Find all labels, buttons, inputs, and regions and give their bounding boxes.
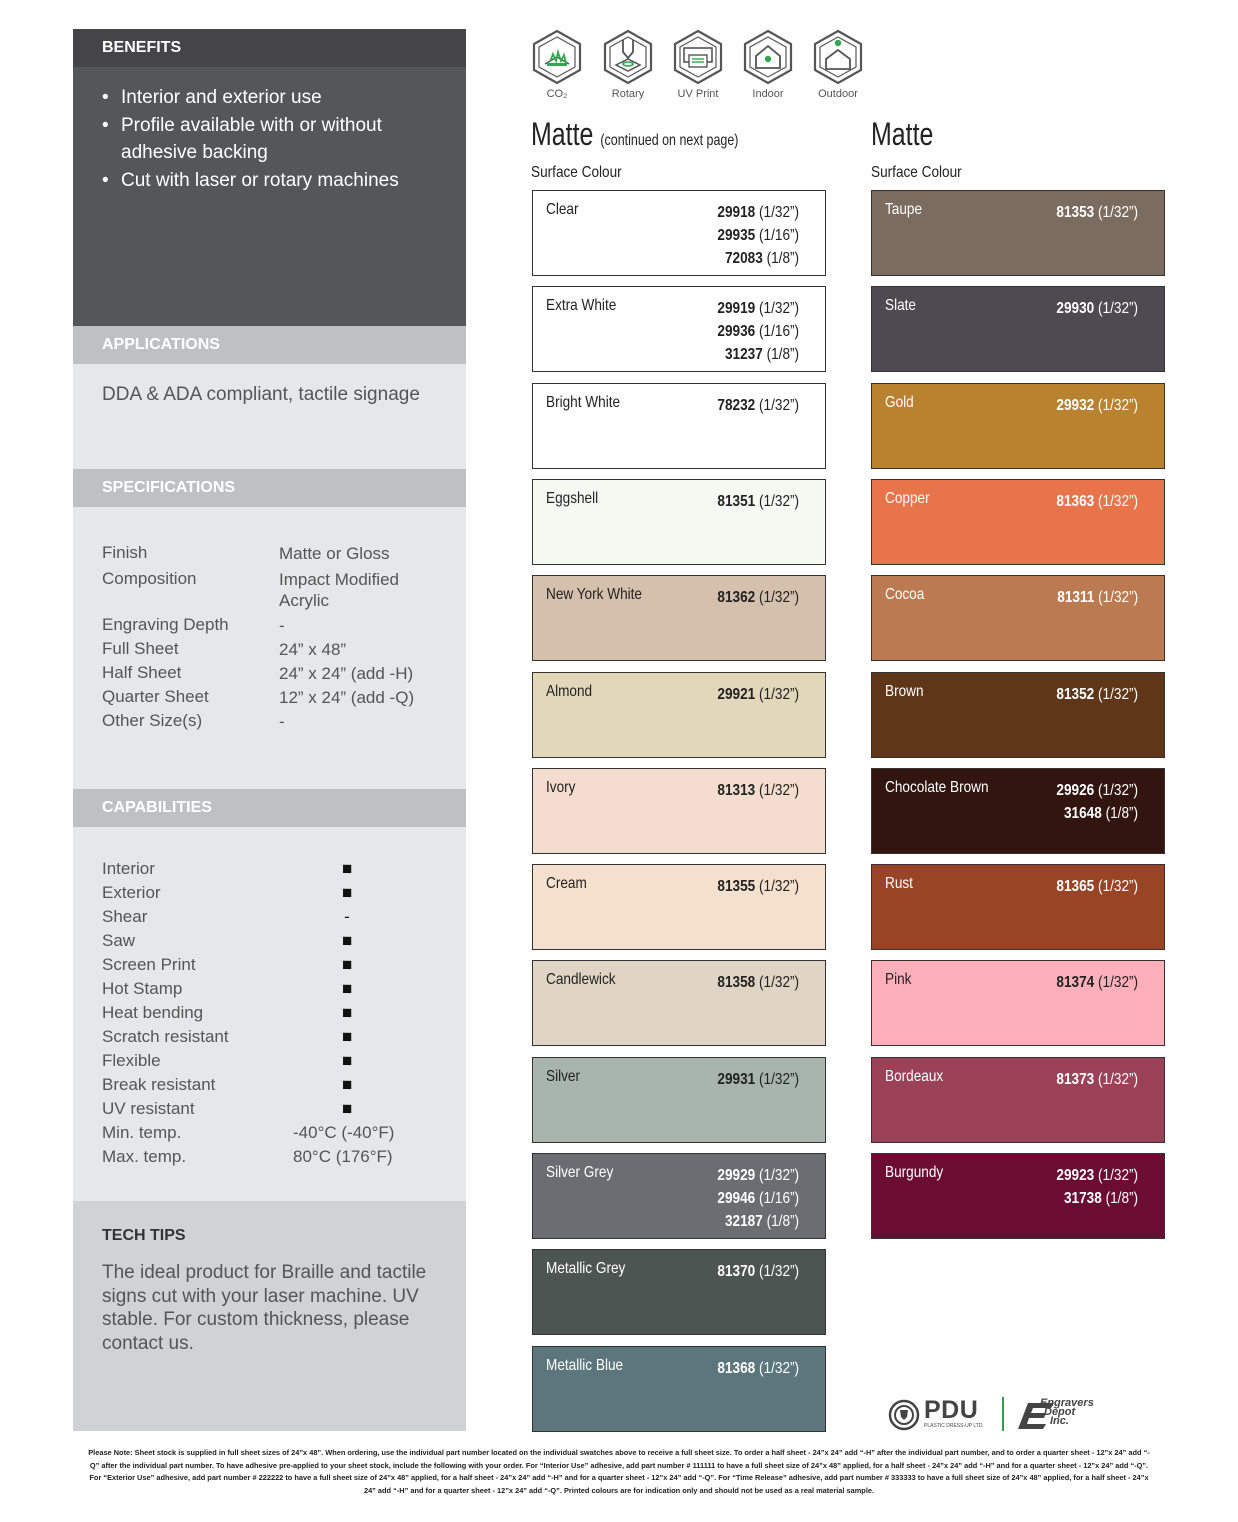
- spec-key: Finish: [102, 543, 148, 562]
- capability-key: Max. temp.: [102, 1147, 187, 1166]
- swatch-name: Silver Grey: [546, 1164, 614, 1181]
- icon-label: CO₂: [546, 88, 568, 100]
- capability-value: 80°C (176°F): [293, 1147, 393, 1166]
- part-number: [1056, 490, 1138, 513]
- tech-tips-text: The ideal product for Braille and tactile signs cut with your laser machine. UV stable. For custom thickness, please contact us.: [102, 1262, 427, 1354]
- swatch-name: Ivory: [546, 778, 576, 796]
- right-column-title: Matte: [871, 116, 934, 152]
- colour-swatch: [532, 1249, 826, 1335]
- part-number-thickness: (1/32”): [755, 589, 799, 607]
- colour-swatch: [532, 286, 826, 372]
- benefit-item: • Interior and exterior use: [102, 84, 452, 112]
- colour-swatch: [871, 1153, 1165, 1239]
- part-number: [717, 1210, 799, 1233]
- part-number-code: 31237: [724, 346, 763, 364]
- part-number-thickness: (1/8”): [1101, 1190, 1138, 1207]
- left-column-subtitle: Surface Colour: [531, 164, 622, 181]
- part-number-thickness: (1/32”): [1094, 781, 1138, 799]
- rotary-icon-graphic: [601, 28, 655, 86]
- swatch-name: Silver: [546, 1067, 581, 1085]
- part-number-code: 29923: [1056, 1167, 1095, 1184]
- part-number-thickness: (1/8”): [762, 1213, 799, 1230]
- swatch-name: Slate: [885, 297, 916, 315]
- part-number: [1056, 297, 1138, 320]
- capability-row: [102, 1027, 452, 1051]
- part-number-code: 81311: [1057, 589, 1095, 607]
- part-number: [1056, 201, 1138, 224]
- part-number: [1056, 971, 1138, 994]
- spec-value: Matte or Gloss: [279, 544, 390, 563]
- part-number: [717, 1164, 799, 1187]
- part-number-thickness: (1/32”): [1094, 589, 1138, 607]
- capability-key: Hot Stamp: [102, 979, 183, 998]
- part-number: [717, 343, 799, 366]
- part-number-code: 81374: [1056, 974, 1095, 992]
- swatch-part-numbers: [1042, 779, 1138, 825]
- part-number: [717, 297, 799, 320]
- spec-key: Full Sheet: [102, 639, 179, 658]
- part-number-code: 78232: [717, 396, 756, 414]
- part-number-thickness: (1/32”): [755, 878, 799, 896]
- capability-mark: -: [344, 907, 350, 926]
- part-number: [717, 320, 799, 343]
- part-number-thickness: (1/32”): [1094, 878, 1138, 896]
- capabilities-heading: CAPABILITIES: [73, 789, 466, 827]
- benefits-list: [102, 84, 452, 194]
- capability-mark: ■: [342, 955, 353, 974]
- part-number: [1056, 394, 1138, 417]
- part-number-code: 29929: [717, 1167, 756, 1184]
- colour-swatch: [871, 960, 1165, 1046]
- colour-swatch: [871, 1057, 1165, 1143]
- capability-row: [102, 1051, 452, 1075]
- capability-key: UV resistant: [102, 1099, 195, 1118]
- part-number-code: 29930: [1056, 300, 1095, 318]
- part-number-thickness: (1/32”): [1094, 974, 1138, 992]
- part-number: [717, 1357, 799, 1380]
- part-number-code: 81358: [717, 974, 756, 992]
- capability-row: [102, 1075, 452, 1099]
- spec-key: Half Sheet: [102, 663, 182, 682]
- capability-key: Interior: [102, 859, 155, 878]
- colour-swatch: [532, 768, 826, 854]
- swatch-name: Metallic Grey: [546, 1260, 626, 1278]
- swatch-name: Bright White: [546, 393, 621, 411]
- capability-row: [102, 859, 452, 883]
- swatch-part-numbers: [703, 971, 799, 994]
- capability-row: [102, 1147, 452, 1171]
- part-number: [717, 875, 799, 898]
- pdu-logo-subtext: PLASTIC DRESS-UP LTD.: [924, 1423, 984, 1429]
- swatch-part-numbers: [1042, 875, 1138, 898]
- part-number-code: 81370: [717, 1263, 756, 1281]
- capability-key: Screen Print: [102, 955, 196, 974]
- part-number-code: 81373: [1056, 1070, 1095, 1088]
- colour-swatch: [532, 575, 826, 661]
- tech-tips-section: [73, 1201, 466, 1431]
- capability-key: Exterior: [102, 883, 161, 902]
- applications-section: [73, 364, 466, 469]
- engravers-line: Engravers: [1040, 1397, 1094, 1409]
- swatch-part-numbers: [1042, 683, 1138, 706]
- outdoor-icon-graphic: [811, 28, 865, 86]
- colour-swatch: [532, 190, 826, 276]
- colour-swatch: [532, 383, 826, 469]
- colour-swatch: [871, 286, 1165, 372]
- part-number: [717, 1068, 799, 1091]
- part-number-thickness: (1/32”): [755, 1263, 799, 1281]
- part-number-code: 29919: [717, 300, 756, 318]
- benefit-item: • Cut with laser or rotary machines: [102, 167, 452, 195]
- engravers-depot-logo-text: [1040, 1399, 1094, 1426]
- part-number-thickness: (1/32”): [755, 1070, 799, 1088]
- part-number: [717, 1260, 799, 1283]
- part-number-thickness: (1/32”): [755, 974, 799, 992]
- part-number-code: 29931: [717, 1070, 756, 1088]
- capability-key: Flexible: [102, 1051, 161, 1070]
- part-number-thickness: (1/16”): [755, 323, 799, 341]
- left-column-title-text: Matte: [531, 116, 594, 152]
- capability-row: [102, 907, 452, 931]
- icon-label: Indoor: [752, 88, 784, 100]
- capability-value: -40°C (-40°F): [293, 1123, 395, 1142]
- swatch-name: Candlewick: [546, 971, 616, 989]
- spec-value: 12” x 24” (add -Q): [279, 688, 415, 707]
- part-number-code: 29926: [1056, 781, 1095, 799]
- swatch-part-numbers: [1042, 1068, 1138, 1091]
- part-number-thickness: (1/32”): [1094, 204, 1138, 221]
- co2-icon-graphic: [530, 28, 584, 86]
- pdu-logo-text: PDU: [924, 1396, 979, 1424]
- colour-swatch: [871, 575, 1165, 661]
- part-number-thickness: (1/32”): [755, 204, 799, 221]
- swatch-name: Rust: [885, 875, 913, 893]
- icon-label: Outdoor: [818, 88, 858, 100]
- swatch-part-numbers: [703, 683, 799, 706]
- right-column-subtitle: Surface Colour: [871, 164, 962, 181]
- part-number-code: 81351: [717, 492, 756, 510]
- tech-tips-heading: TECH TIPS: [102, 1227, 186, 1244]
- swatch-part-numbers: [703, 1357, 799, 1380]
- part-number-thickness: (1/32”): [755, 1167, 799, 1184]
- swatch-part-numbers: [703, 779, 799, 802]
- part-number: [717, 779, 799, 802]
- part-number-code: 81363: [1056, 492, 1095, 510]
- swatch-name: Cocoa: [885, 586, 925, 604]
- swatch-part-numbers: [1042, 1164, 1138, 1210]
- depot-line: Depot: [1044, 1406, 1076, 1418]
- icon-label: UV Print: [677, 88, 719, 100]
- indoor-icon-graphic: [741, 28, 795, 86]
- swatch-name: New York White: [546, 586, 642, 604]
- capability-key: Heat bending: [102, 1003, 204, 1022]
- colour-swatch: [532, 1346, 826, 1432]
- capability-mark: ■: [342, 1099, 353, 1118]
- part-number-code: 29946: [717, 1190, 756, 1207]
- swatch-name: Taupe: [885, 201, 923, 218]
- capability-row: [102, 1123, 452, 1147]
- part-number-thickness: (1/8”): [1101, 804, 1138, 822]
- capability-mark: ■: [342, 931, 353, 950]
- part-number: [1056, 779, 1138, 802]
- part-number: [1056, 1068, 1138, 1091]
- part-number-thickness: (1/8”): [762, 250, 799, 267]
- rotary-icon: [594, 28, 662, 106]
- info-column: [73, 29, 466, 1431]
- spec-value: -: [279, 616, 285, 635]
- part-number: [1056, 683, 1138, 706]
- part-number-code: 29918: [717, 204, 756, 221]
- process-icons: [523, 28, 883, 108]
- part-number-thickness: (1/32”): [1094, 1167, 1138, 1184]
- colour-swatch: [871, 768, 1165, 854]
- part-number: [717, 247, 799, 270]
- part-number-thickness: (1/32”): [1094, 300, 1138, 318]
- spec-value: -: [279, 712, 285, 731]
- colour-swatch: [532, 864, 826, 950]
- part-number-thickness: (1/16”): [755, 227, 799, 244]
- swatch-part-numbers: [703, 1260, 799, 1283]
- uv-print-icon: [664, 28, 732, 106]
- swatch-name: Clear: [546, 201, 579, 218]
- part-number-thickness: (1/32”): [755, 781, 799, 799]
- footnote: Please Note: Sheet stock is supplied in full sheet sizes of 24”x 48”. When ordering, use the individual part number located on the individual swatches above to receive a full sheet size. To order a half sheet - 24”x 24” add “-H” after the individual part number, and to order a quarter sheet - 12”x 24” add “-Q” after the individual part number. To have adhesive pre-applied to your sheet stock, include the following with your order. For “Interior Use” adhesive, add part number # 111111 to have a full sheet size of 24”x 48” applied, for a half sheet - 24”x 24” add “-H” and for a quarter sheet - 12”x 24” add “-Q”. For “Exterior Use” adhesive, add part number # 222222 to have a full sheet size of 24”x 48” applied, for a half sheet - 24”x 24” add “-H” and for a quarter sheet - 12”x 24” add “-Q”. For “Time Release” adhesive, add part number # 333333 to have a full sheet size of 24”x 48” applied, for a half sheet - 24”x 24” add “-H” and for a quarter sheet - 12”x 24” add “-Q”. Printed colours are for indication only and should not be used as a real material sample.: [88, 1448, 1150, 1495]
- part-number: [1056, 875, 1138, 898]
- part-number: [717, 586, 799, 609]
- capability-row: [102, 1099, 452, 1123]
- inc-line: Inc.: [1050, 1415, 1069, 1427]
- part-number-thickness: (1/16”): [755, 1190, 799, 1207]
- swatch-name: Extra White: [546, 297, 617, 315]
- swatch-part-numbers: [703, 1164, 799, 1233]
- capability-key: Break resistant: [102, 1075, 216, 1094]
- spec-key: Engraving Depth: [102, 615, 229, 634]
- swatch-name: Brown: [885, 682, 924, 700]
- specifications-heading: SPECIFICATIONS: [73, 469, 466, 507]
- part-number: [717, 201, 799, 224]
- part-number-code: 29932: [1056, 396, 1095, 414]
- part-number: [717, 683, 799, 706]
- swatch-part-numbers: [1042, 297, 1138, 320]
- part-number-thickness: (1/8”): [762, 346, 799, 364]
- swatch-name: Gold: [885, 393, 914, 411]
- colour-swatch: [871, 864, 1165, 950]
- part-number-thickness: (1/32”): [755, 300, 799, 318]
- left-column-note: (continued on next page): [600, 132, 739, 149]
- part-number: [1056, 1164, 1138, 1187]
- capability-mark: ■: [342, 979, 353, 998]
- spec-key: Quarter Sheet: [102, 687, 209, 706]
- swatch-part-numbers: [703, 297, 799, 366]
- part-number-thickness: (1/32”): [755, 685, 799, 703]
- part-number: [717, 394, 799, 417]
- swatch-part-numbers: [703, 875, 799, 898]
- swatch-name: Metallic Blue: [546, 1356, 624, 1374]
- part-number-code: 31648: [1063, 804, 1102, 822]
- part-number-code: 81365: [1056, 878, 1095, 896]
- capability-row: [102, 979, 452, 1003]
- part-number-code: 31738: [1063, 1190, 1102, 1207]
- capability-mark: ■: [342, 1075, 353, 1094]
- capability-key: Scratch resistant: [102, 1027, 229, 1046]
- colour-swatch: [532, 1057, 826, 1143]
- spec-value: 24” x 48”: [279, 640, 347, 659]
- colour-swatch: [871, 672, 1165, 758]
- swatch-name: Eggshell: [546, 489, 599, 507]
- swatch-part-numbers: [1042, 490, 1138, 513]
- part-number-thickness: (1/32”): [755, 396, 799, 414]
- colour-swatch: [532, 479, 826, 565]
- spec-value: 24” x 24” (add -H): [279, 664, 414, 683]
- specifications-section: [73, 507, 466, 789]
- spec-key: Composition: [102, 569, 197, 588]
- swatch-name: Copper: [885, 489, 930, 507]
- icon-label: Rotary: [611, 88, 645, 100]
- capability-mark: ■: [342, 859, 353, 878]
- brand-logos: [888, 1395, 1158, 1435]
- benefits-section: [73, 29, 466, 326]
- indoor-icon: [734, 28, 802, 106]
- colour-swatch: [532, 672, 826, 758]
- colour-swatch: [871, 479, 1165, 565]
- part-number-code: 32187: [724, 1213, 763, 1230]
- swatch-part-numbers: [1042, 971, 1138, 994]
- part-number: [1056, 1187, 1138, 1210]
- part-number-code: 81353: [1056, 204, 1095, 221]
- capability-mark: ■: [342, 1027, 353, 1046]
- swatch-part-numbers: [703, 201, 799, 270]
- capability-mark: ■: [342, 883, 353, 902]
- outdoor-icon: [804, 28, 872, 106]
- colour-swatch: [532, 1153, 826, 1239]
- uv-print-icon-graphic: [671, 28, 725, 86]
- left-column-title: [531, 116, 738, 153]
- swatch-part-numbers: [703, 586, 799, 609]
- swatch-part-numbers: [703, 394, 799, 417]
- part-number-code: 29935: [717, 227, 756, 244]
- part-number: [717, 224, 799, 247]
- part-number-thickness: (1/32”): [755, 1359, 799, 1377]
- applications-heading: APPLICATIONS: [73, 326, 466, 364]
- capability-key: Saw: [102, 931, 136, 950]
- part-number: [717, 971, 799, 994]
- swatch-name: Almond: [546, 682, 593, 700]
- logo-divider: [1002, 1397, 1004, 1431]
- part-number: [1056, 802, 1138, 825]
- part-number-code: 81355: [717, 878, 756, 896]
- part-number-code: 72083: [724, 250, 763, 267]
- colour-swatch: [871, 190, 1165, 276]
- swatch-name: Bordeaux: [885, 1067, 944, 1085]
- capability-row: [102, 1003, 452, 1027]
- part-number-code: 81313: [717, 781, 756, 799]
- part-number-code: 29936: [717, 323, 756, 341]
- capability-row: [102, 955, 452, 979]
- swatch-name: Chocolate Brown: [885, 778, 989, 796]
- swatch-name: Cream: [546, 875, 587, 893]
- swatch-name: Pink: [885, 971, 912, 989]
- spec-value: Impact Modified Acrylic: [279, 570, 399, 610]
- benefit-item: • Profile available with or without adhesive backing: [102, 112, 452, 167]
- part-number-thickness: (1/32”): [755, 492, 799, 510]
- swatch-part-numbers: [1042, 394, 1138, 417]
- swatch-part-numbers: [703, 490, 799, 513]
- capability-row: [102, 883, 452, 907]
- colour-swatch: [871, 383, 1165, 469]
- capability-key: Shear: [102, 907, 148, 926]
- capabilities-section: [73, 827, 466, 1201]
- part-number: [717, 1187, 799, 1210]
- swatch-name: Burgundy: [885, 1164, 944, 1181]
- capability-row: [102, 931, 452, 955]
- part-number: [717, 490, 799, 513]
- capability-mark: ■: [342, 1003, 353, 1022]
- swatch-part-numbers: [1043, 586, 1138, 609]
- part-number-code: 81352: [1056, 685, 1095, 703]
- capability-key: Min. temp.: [102, 1123, 182, 1142]
- part-number: [1057, 586, 1138, 609]
- part-number-thickness: (1/32”): [1094, 685, 1138, 703]
- part-number-thickness: (1/32”): [1094, 396, 1138, 414]
- applications-text: DDA & ADA compliant, tactile signage: [102, 384, 420, 405]
- part-number-code: 29921: [717, 685, 756, 703]
- capability-mark: ■: [342, 1051, 353, 1070]
- part-number-thickness: (1/32”): [1094, 1070, 1138, 1088]
- swatch-part-numbers: [703, 1068, 799, 1091]
- part-number-code: 81368: [717, 1359, 756, 1377]
- part-number-code: 81362: [717, 589, 756, 607]
- swatch-part-numbers: [1042, 201, 1138, 224]
- pdu-logo-icon: [888, 1399, 920, 1431]
- colour-swatch: [532, 960, 826, 1046]
- spec-key: Other Size(s): [102, 711, 203, 730]
- part-number-thickness: (1/32”): [1094, 492, 1138, 510]
- co2-icon: [523, 28, 591, 106]
- benefits-heading: BENEFITS: [73, 29, 466, 67]
